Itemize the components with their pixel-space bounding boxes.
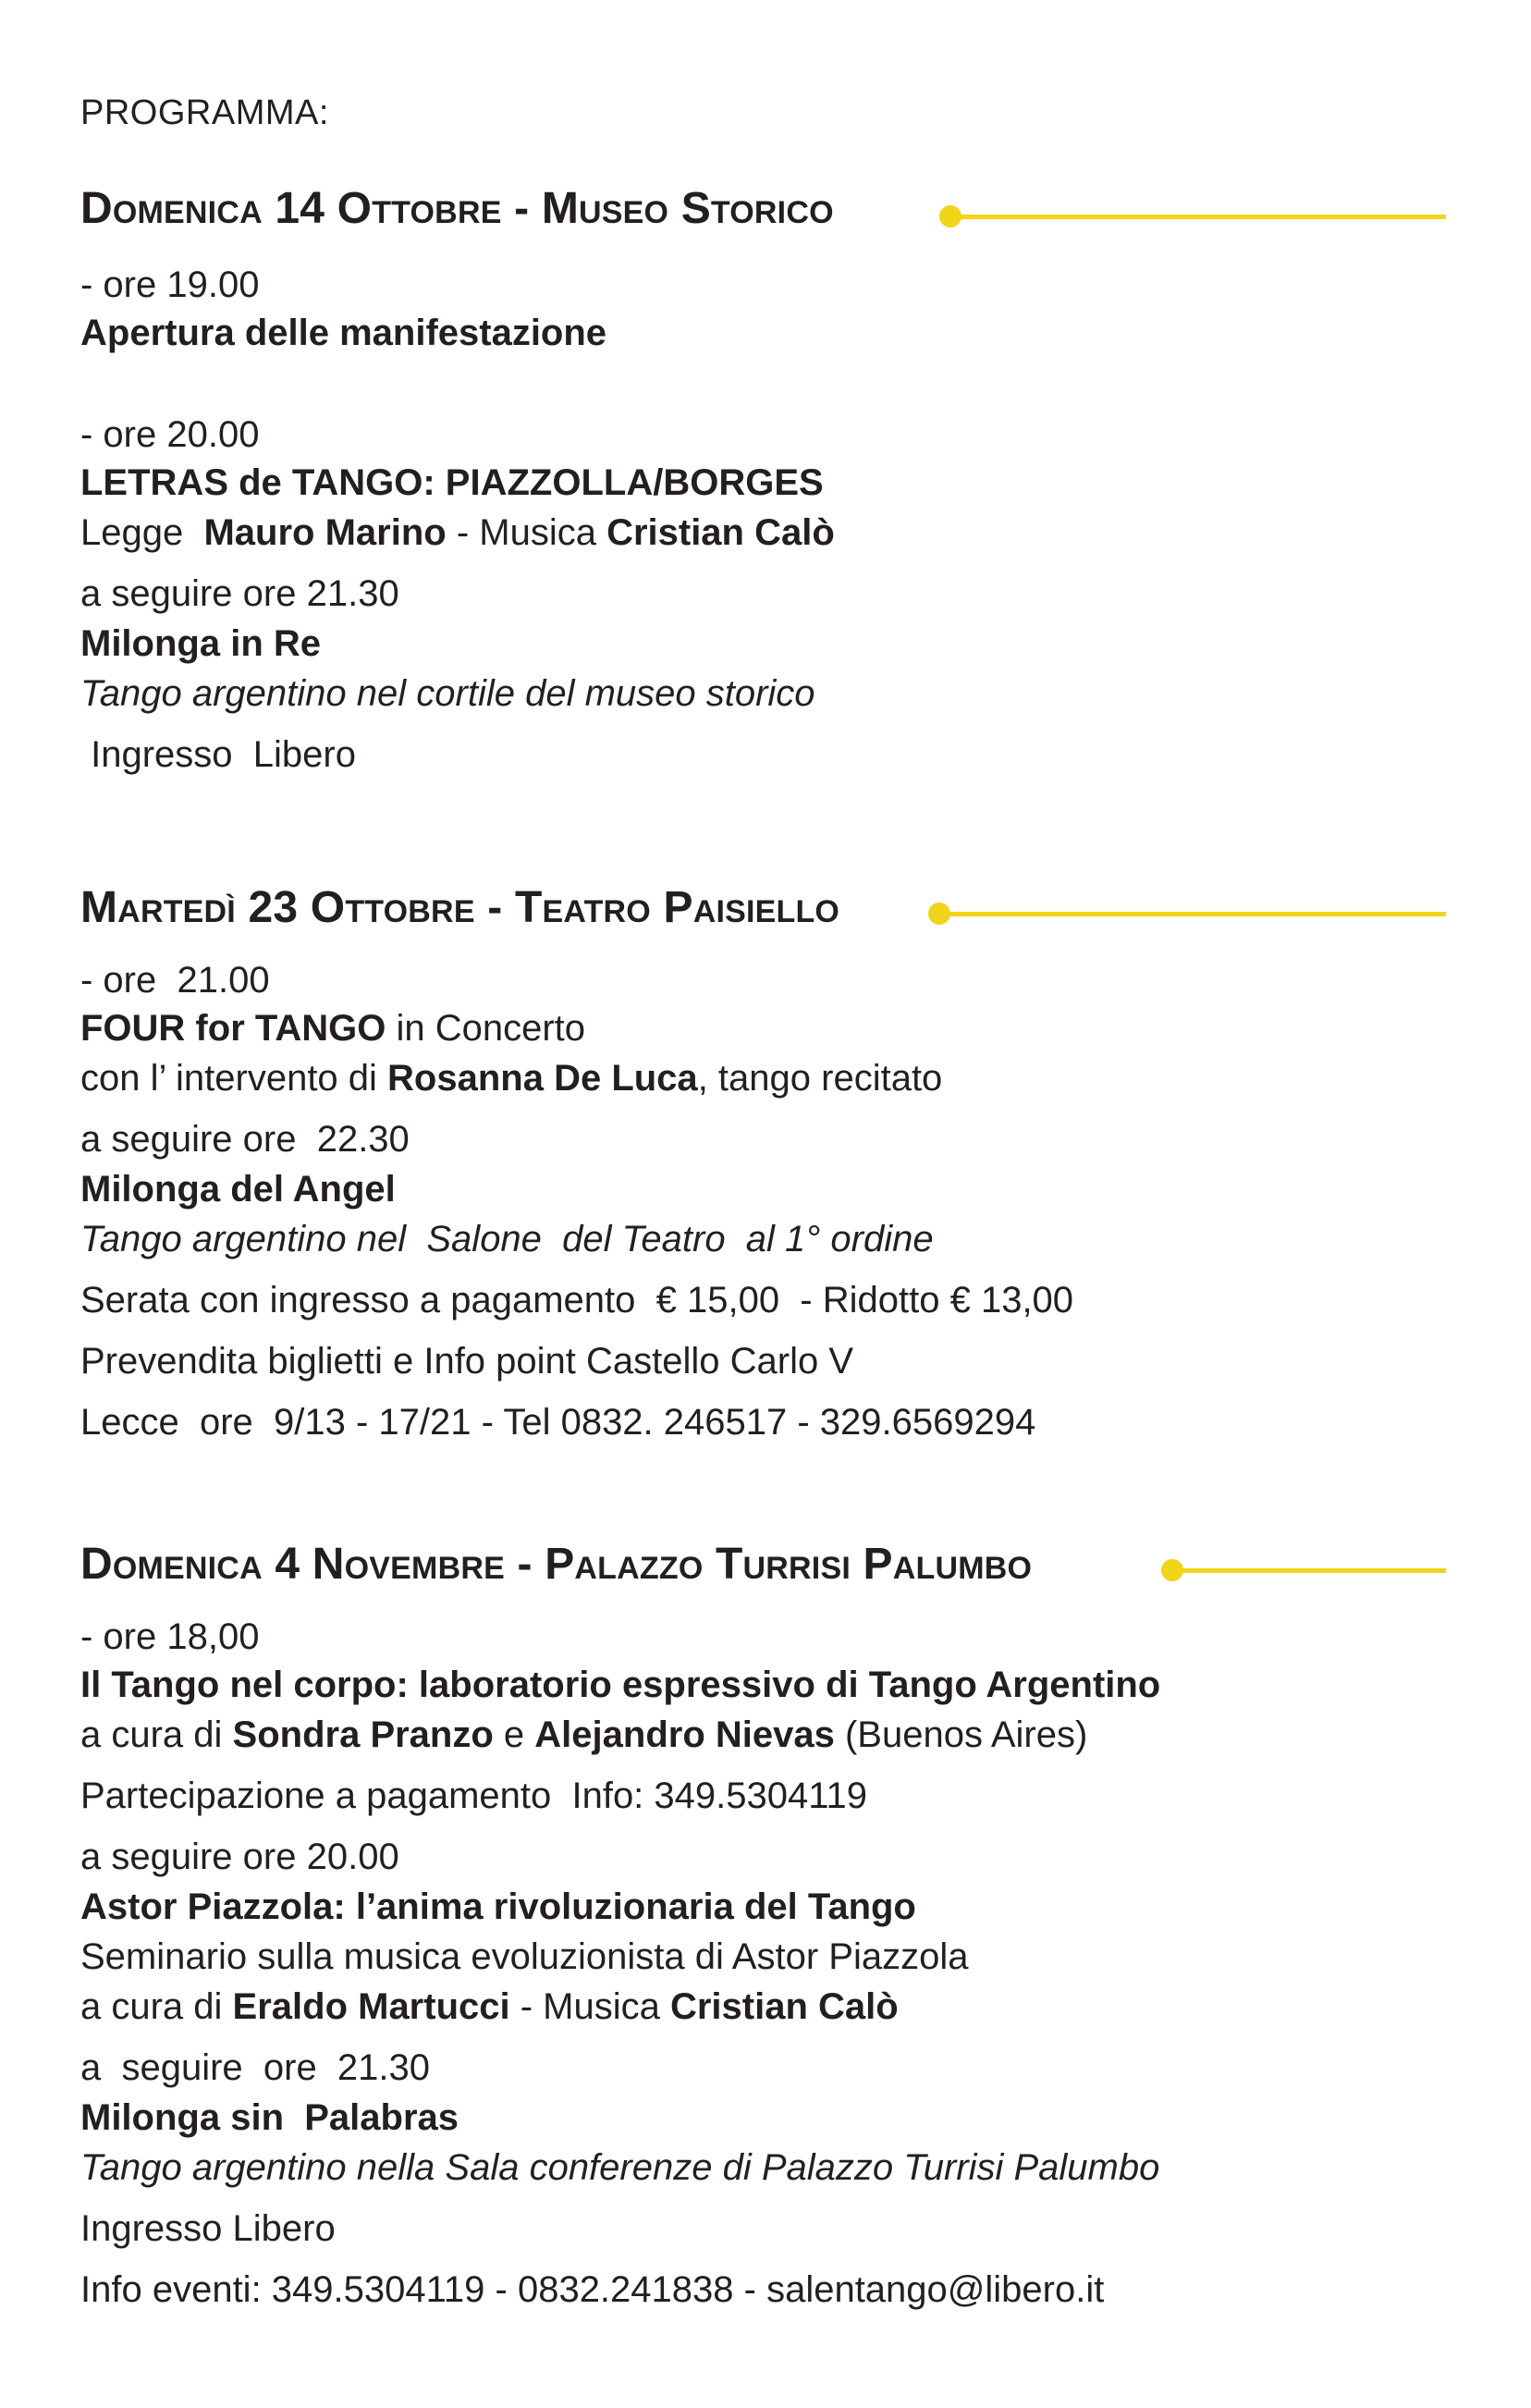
event-description: Tango argentino nel cortile del museo storico [80, 673, 815, 714]
event-time: - ore 20.00 [80, 414, 260, 455]
event-credits: Legge Mauro Marino - Musica Cristian Calò [80, 512, 835, 553]
event-time: - ore 21.00 [80, 960, 270, 1001]
event-contact: Lecce ore 9/13 - 17/21 - Tel 0832. 246517 - 329.6569294 [80, 1402, 1036, 1443]
event-title: Il Tango nel corpo: laboratorio espressivo di Tango Argentino [80, 1665, 1161, 1705]
event-time: a seguire ore 21.30 [80, 573, 399, 614]
heading-rule [939, 912, 1446, 916]
section-heading-text: Domenica 14 Ottobre - Museo Storico [80, 184, 834, 233]
event-credits: a cura di Eraldo Martucci - Musica Cristian Calò [80, 1986, 899, 2027]
program-label: PROGRAMMA: [80, 93, 329, 132]
event-time: a seguire ore 21.30 [80, 2047, 431, 2088]
event-description: Tango argentino nella Sala conferenze di Palazzo Turrisi Palumbo [80, 2147, 1160, 2188]
event-description: Seminario sulla musica evoluzionista di Astor Piazzola [80, 1936, 969, 1977]
event-presale: Prevendita biglietti e Info point Castello Carlo V [80, 1341, 854, 1382]
event-title: LETRAS de TANGO: PIAZZOLLA/BORGES [80, 462, 824, 503]
event-title: Astor Piazzola: l’anima rivoluzionaria del Tango [80, 1886, 916, 1927]
event-time: - ore 19.00 [80, 264, 260, 305]
event-title: Milonga del Angel [80, 1169, 396, 1210]
section-heading-3 [80, 1539, 1032, 1591]
event-title: Milonga sin Palabras [80, 2097, 459, 2138]
section-heading-text: Domenica 4 Novembre - Palazzo Turrisi Palumbo [80, 1540, 1033, 1589]
event-credits: con l’ intervento di Rosanna De Luca, tango recitato [80, 1058, 943, 1099]
heading-rule [950, 215, 1446, 219]
event-title: Milonga in Re [80, 623, 321, 664]
event-admission: Ingresso Libero [80, 734, 356, 775]
section-heading-1 [80, 183, 834, 235]
event-time: a seguire ore 20.00 [80, 1837, 399, 1877]
event-credits: a cura di Sondra Pranzo e Alejandro Nievas (Buenos Aires) [80, 1714, 1088, 1755]
event-participation: Partecipazione a pagamento Info: 349.5304119 [80, 1775, 868, 1816]
event-title: FOUR for TANGO in Concerto [80, 1008, 586, 1049]
event-price: Serata con ingresso a pagamento € 15,00 - Ridotto € 13,00 [80, 1280, 1074, 1321]
event-time: - ore 18,00 [80, 1616, 260, 1657]
info-contact: Info eventi: 349.5304119 - 0832.241838 - salentango@libero.it [80, 2269, 1105, 2310]
event-time: a seguire ore 22.30 [80, 1119, 410, 1160]
section-heading-text: Martedì 23 Ottobre - Teatro Paisiello [80, 883, 840, 932]
heading-rule [1172, 1568, 1446, 1573]
event-description: Tango argentino nel Salone del Teatro al 1° ordine [80, 1219, 934, 1259]
event-admission: Ingresso Libero [80, 2208, 336, 2249]
event-title: Apertura delle manifestazione [80, 313, 607, 353]
section-heading-2 [80, 882, 839, 934]
